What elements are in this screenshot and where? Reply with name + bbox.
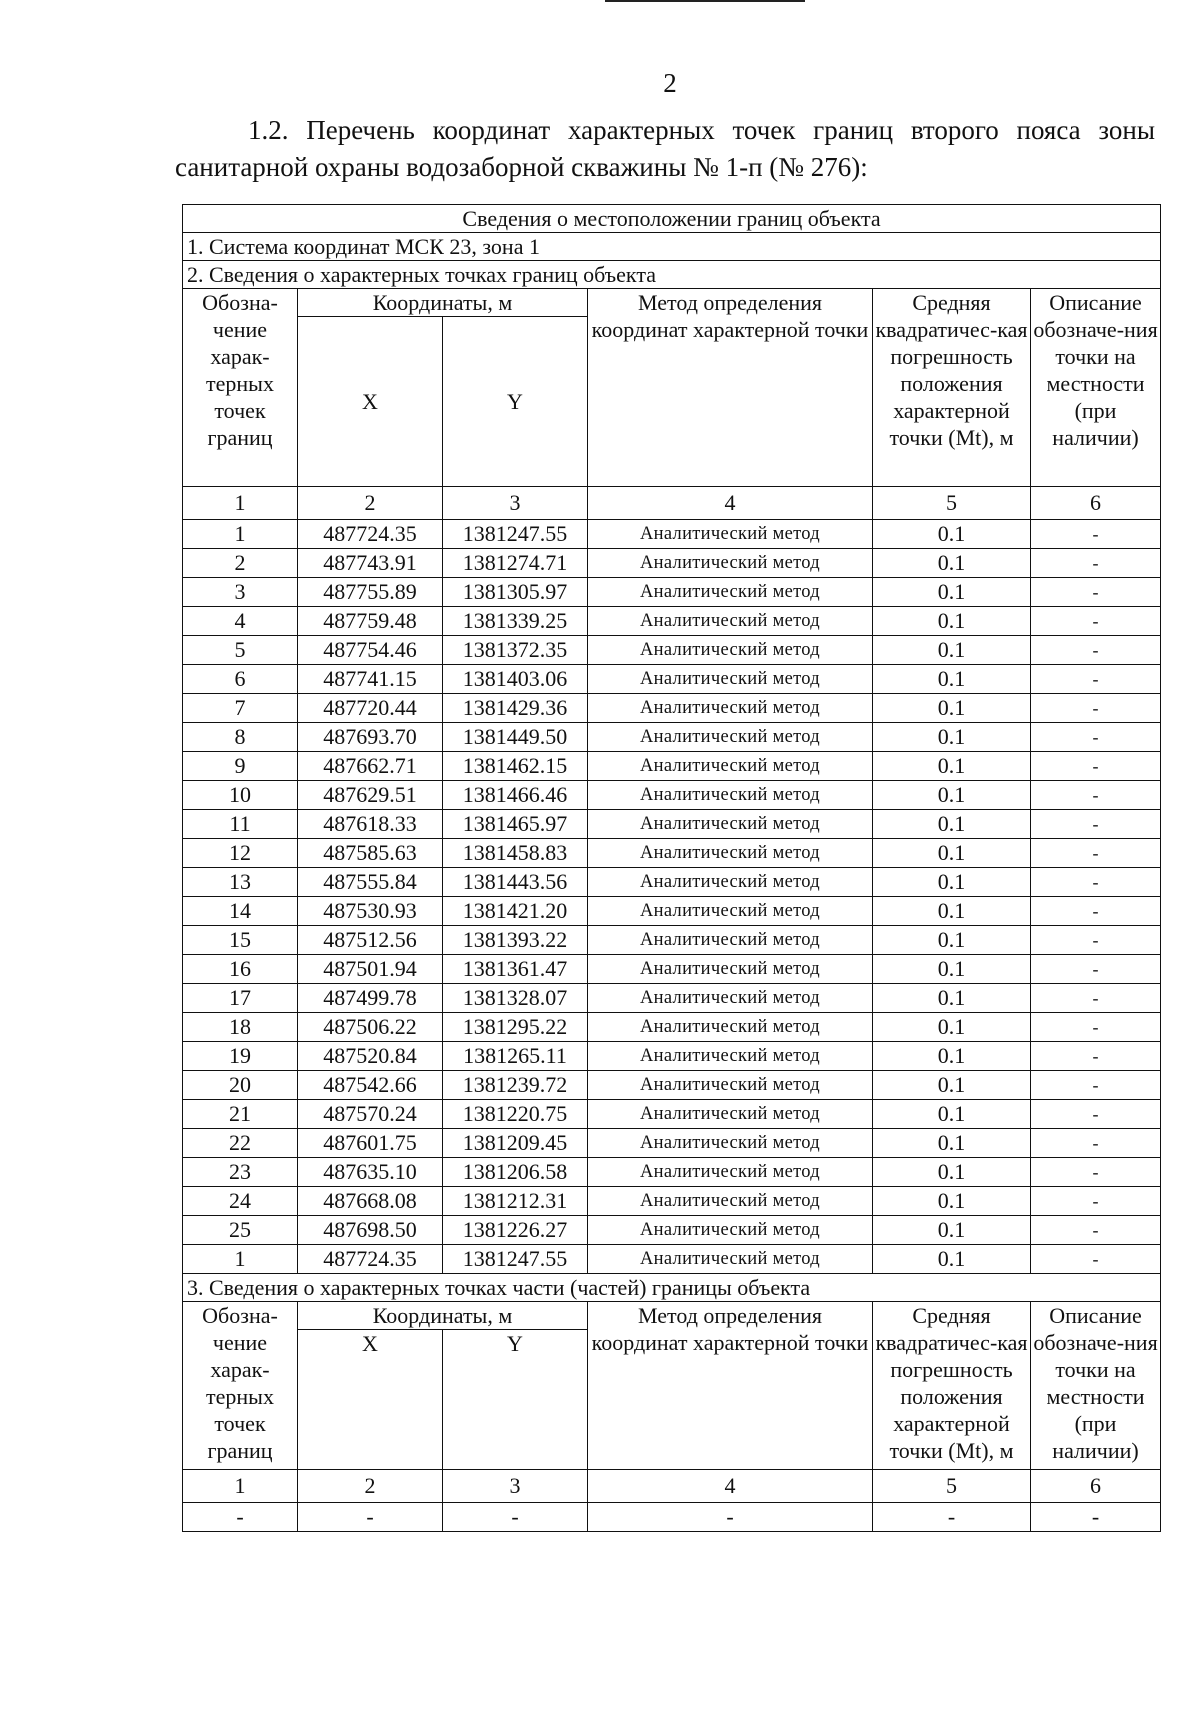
point-y: 1381361.47 (443, 955, 588, 984)
point-description: - (1031, 1042, 1161, 1071)
section-boundary-points: 2. Сведения о характерных точках границ объекта (183, 261, 1161, 289)
point-y: 1381220.75 (443, 1100, 588, 1129)
column-number: 3 (443, 1470, 588, 1503)
point-y: 1381212.31 (443, 1187, 588, 1216)
point-number: 25 (183, 1216, 298, 1245)
point-method: Аналитический метод (588, 1158, 873, 1187)
point-method: Аналитический метод (588, 1129, 873, 1158)
point-method: Аналитический метод (588, 781, 873, 810)
document-heading (175, 112, 1155, 186)
table-row (183, 1158, 1161, 1187)
point-method: Аналитический метод (588, 549, 873, 578)
point-error: 0.1 (873, 578, 1031, 607)
table-row (183, 752, 1161, 781)
point-number: 23 (183, 1158, 298, 1187)
point-error: 0.1 (873, 1216, 1031, 1245)
column-number: 6 (1031, 1470, 1161, 1503)
point-error: 0.1 (873, 839, 1031, 868)
point-method: Аналитический метод (588, 868, 873, 897)
point-method: Аналитический метод (588, 1100, 873, 1129)
part-cell-designation: - (183, 1503, 298, 1532)
point-description: - (1031, 607, 1161, 636)
point-number: 9 (183, 752, 298, 781)
point-x: 487724.35 (298, 520, 443, 549)
point-description: - (1031, 694, 1161, 723)
table-row (183, 723, 1161, 752)
point-x: 487570.24 (298, 1100, 443, 1129)
point-description: - (1031, 520, 1161, 549)
point-method: Аналитический метод (588, 1013, 873, 1042)
table-row (183, 694, 1161, 723)
column-number: 1 (183, 487, 298, 520)
point-number: 16 (183, 955, 298, 984)
point-number: 24 (183, 1187, 298, 1216)
point-method: Аналитический метод (588, 607, 873, 636)
point-method: Аналитический метод (588, 897, 873, 926)
point-method: Аналитический метод (588, 752, 873, 781)
table-row (183, 1129, 1161, 1158)
column-number: 3 (443, 487, 588, 520)
point-number: 10 (183, 781, 298, 810)
point-description: - (1031, 752, 1161, 781)
table-row (183, 868, 1161, 897)
point-description: - (1031, 1216, 1161, 1245)
column-number: 6 (1031, 487, 1161, 520)
point-number: 19 (183, 1042, 298, 1071)
point-description: - (1031, 926, 1161, 955)
point-x: 487759.48 (298, 607, 443, 636)
header-error: Средняя квадратичес-кая погрешность положения характерной точки (Mt), м (873, 289, 1031, 487)
point-error: 0.1 (873, 636, 1031, 665)
page-number: 2 (663, 68, 677, 98)
point-number: 21 (183, 1100, 298, 1129)
table-row (183, 520, 1161, 549)
point-number: 18 (183, 1013, 298, 1042)
point-y: 1381209.45 (443, 1129, 588, 1158)
header-description: Описание обозначе-ния точки на местности (при наличии) (1031, 1302, 1161, 1470)
table-title: Сведения о местоположении границ объекта (183, 205, 1161, 233)
point-x: 487741.15 (298, 665, 443, 694)
point-x: 487601.75 (298, 1129, 443, 1158)
table-row (183, 1042, 1161, 1071)
point-description: - (1031, 578, 1161, 607)
point-error: 0.1 (873, 1187, 1031, 1216)
point-description: - (1031, 1100, 1161, 1129)
table-row (183, 665, 1161, 694)
part-cell-x: - (298, 1503, 443, 1532)
point-error: 0.1 (873, 1158, 1031, 1187)
part-cell-method: - (588, 1503, 873, 1532)
point-y: 1381247.55 (443, 1245, 588, 1274)
section-coordinate-system: 1. Система координат МСК 23, зона 1 (183, 233, 1161, 261)
point-error: 0.1 (873, 926, 1031, 955)
point-number: 11 (183, 810, 298, 839)
point-description: - (1031, 839, 1161, 868)
point-method: Аналитический метод (588, 955, 873, 984)
point-description: - (1031, 1013, 1161, 1042)
table-row (183, 897, 1161, 926)
point-x: 487754.46 (298, 636, 443, 665)
point-description: - (1031, 955, 1161, 984)
point-y: 1381403.06 (443, 665, 588, 694)
part-cell-description: - (1031, 1503, 1161, 1532)
point-number: 2 (183, 549, 298, 578)
point-y: 1381458.83 (443, 839, 588, 868)
point-number: 20 (183, 1071, 298, 1100)
point-number: 6 (183, 665, 298, 694)
column-number: 5 (873, 1470, 1031, 1503)
point-x: 487585.63 (298, 839, 443, 868)
point-error: 0.1 (873, 955, 1031, 984)
point-y: 1381443.56 (443, 868, 588, 897)
header-y: Y (443, 1330, 588, 1470)
point-number: 14 (183, 897, 298, 926)
column-number: 4 (588, 1470, 873, 1503)
point-error: 0.1 (873, 897, 1031, 926)
point-x: 487499.78 (298, 984, 443, 1013)
point-y: 1381465.97 (443, 810, 588, 839)
column-number: 4 (588, 487, 873, 520)
table-row (183, 1071, 1161, 1100)
point-y: 1381328.07 (443, 984, 588, 1013)
point-method: Аналитический метод (588, 926, 873, 955)
heading-line-2: санитарной охраны водозаборной скважины № 1-п (№ 276): (175, 152, 868, 182)
point-description: - (1031, 636, 1161, 665)
part-cell-y: - (443, 1503, 588, 1532)
point-number: 3 (183, 578, 298, 607)
coordinates-table (182, 204, 1161, 1532)
table-row (183, 926, 1161, 955)
header-designation: Обозна-чение харак-терных точек границ (183, 1302, 298, 1470)
point-x: 487530.93 (298, 897, 443, 926)
section-part-boundary-points: 3. Сведения о характерных точках части (частей) границы объекта (183, 1274, 1161, 1302)
point-error: 0.1 (873, 723, 1031, 752)
point-number: 5 (183, 636, 298, 665)
point-x: 487755.89 (298, 578, 443, 607)
point-x: 487698.50 (298, 1216, 443, 1245)
point-number: 4 (183, 607, 298, 636)
table-row (183, 1187, 1161, 1216)
point-number: 13 (183, 868, 298, 897)
point-y: 1381421.20 (443, 897, 588, 926)
point-description: - (1031, 1245, 1161, 1274)
point-number: 22 (183, 1129, 298, 1158)
point-number: 1 (183, 520, 298, 549)
header-y: Y (443, 317, 588, 487)
point-number: 17 (183, 984, 298, 1013)
heading-line-1: 1.2. Перечень координат характерных точек границ второго пояса зоны (248, 115, 1155, 145)
point-y: 1381305.97 (443, 578, 588, 607)
point-method: Аналитический метод (588, 1216, 873, 1245)
point-y: 1381462.15 (443, 752, 588, 781)
point-error: 0.1 (873, 984, 1031, 1013)
point-y: 1381339.25 (443, 607, 588, 636)
top-rule (605, 0, 805, 2)
coordinates-table-wrapper (182, 204, 1161, 1532)
header-method: Метод определения координат характерной точки (588, 1302, 873, 1470)
point-y: 1381265.11 (443, 1042, 588, 1071)
point-method: Аналитический метод (588, 723, 873, 752)
point-y: 1381206.58 (443, 1158, 588, 1187)
point-number: 1 (183, 1245, 298, 1274)
part-cell-error: - (873, 1503, 1031, 1532)
point-x: 487720.44 (298, 694, 443, 723)
point-y: 1381239.72 (443, 1071, 588, 1100)
point-method: Аналитический метод (588, 1071, 873, 1100)
point-error: 0.1 (873, 1245, 1031, 1274)
point-x: 487555.84 (298, 868, 443, 897)
point-x: 487724.35 (298, 1245, 443, 1274)
table-row (183, 1100, 1161, 1129)
point-x: 487743.91 (298, 549, 443, 578)
point-y: 1381393.22 (443, 926, 588, 955)
column-number: 2 (298, 487, 443, 520)
point-y: 1381372.35 (443, 636, 588, 665)
point-method: Аналитический метод (588, 1245, 873, 1274)
point-y: 1381429.36 (443, 694, 588, 723)
point-y: 1381295.22 (443, 1013, 588, 1042)
point-error: 0.1 (873, 1071, 1031, 1100)
point-y: 1381274.71 (443, 549, 588, 578)
point-error: 0.1 (873, 781, 1031, 810)
point-number: 7 (183, 694, 298, 723)
point-description: - (1031, 723, 1161, 752)
point-number: 12 (183, 839, 298, 868)
point-description: - (1031, 1071, 1161, 1100)
column-number: 1 (183, 1470, 298, 1503)
point-error: 0.1 (873, 868, 1031, 897)
table-row (183, 1245, 1161, 1274)
point-x: 487629.51 (298, 781, 443, 810)
point-error: 0.1 (873, 1100, 1031, 1129)
point-method: Аналитический метод (588, 636, 873, 665)
point-number: 15 (183, 926, 298, 955)
point-error: 0.1 (873, 1042, 1031, 1071)
header-method: Метод определения координат характерной точки (588, 289, 873, 487)
point-description: - (1031, 897, 1161, 926)
table-row (183, 839, 1161, 868)
point-method: Аналитический метод (588, 810, 873, 839)
point-method: Аналитический метод (588, 665, 873, 694)
point-y: 1381226.27 (443, 1216, 588, 1245)
point-method: Аналитический метод (588, 1187, 873, 1216)
point-method: Аналитический метод (588, 984, 873, 1013)
point-method: Аналитический метод (588, 1042, 873, 1071)
table-row (183, 984, 1161, 1013)
point-description: - (1031, 665, 1161, 694)
point-description: - (1031, 1158, 1161, 1187)
point-method: Аналитический метод (588, 694, 873, 723)
point-error: 0.1 (873, 607, 1031, 636)
table-row (183, 636, 1161, 665)
point-x: 487635.10 (298, 1158, 443, 1187)
point-error: 0.1 (873, 549, 1031, 578)
point-y: 1381449.50 (443, 723, 588, 752)
header-designation: Обозна-чение харак-терных точек границ (183, 289, 298, 487)
table-row (183, 578, 1161, 607)
point-description: - (1031, 549, 1161, 578)
point-x: 487668.08 (298, 1187, 443, 1216)
point-error: 0.1 (873, 1129, 1031, 1158)
point-description: - (1031, 1129, 1161, 1158)
table-row (183, 1216, 1161, 1245)
point-x: 487618.33 (298, 810, 443, 839)
point-x: 487512.56 (298, 926, 443, 955)
point-x: 487542.66 (298, 1071, 443, 1100)
table-row (183, 810, 1161, 839)
table-row (183, 607, 1161, 636)
table-row (183, 549, 1161, 578)
point-error: 0.1 (873, 665, 1031, 694)
point-error: 0.1 (873, 810, 1031, 839)
point-method: Аналитический метод (588, 578, 873, 607)
point-x: 487693.70 (298, 723, 443, 752)
point-x: 487662.71 (298, 752, 443, 781)
point-description: - (1031, 810, 1161, 839)
point-method: Аналитический метод (588, 839, 873, 868)
point-error: 0.1 (873, 520, 1031, 549)
column-number: 5 (873, 487, 1031, 520)
point-y: 1381466.46 (443, 781, 588, 810)
point-number: 8 (183, 723, 298, 752)
header-coordinates: Координаты, м (298, 289, 588, 317)
point-x: 487501.94 (298, 955, 443, 984)
point-description: - (1031, 1187, 1161, 1216)
point-x: 487520.84 (298, 1042, 443, 1071)
header-x: X (298, 317, 443, 487)
table-row (183, 1013, 1161, 1042)
point-description: - (1031, 984, 1161, 1013)
point-error: 0.1 (873, 1013, 1031, 1042)
point-description: - (1031, 868, 1161, 897)
header-error: Средняя квадратичес-кая погрешность положения характерной точки (Mt), м (873, 1302, 1031, 1470)
table-row (183, 955, 1161, 984)
column-number: 2 (298, 1470, 443, 1503)
header-description: Описание обозначе-ния точки на местности (при наличии) (1031, 289, 1161, 487)
header-coordinates: Координаты, м (298, 1302, 588, 1330)
point-description: - (1031, 781, 1161, 810)
point-x: 487506.22 (298, 1013, 443, 1042)
point-error: 0.1 (873, 694, 1031, 723)
header-x: X (298, 1330, 443, 1470)
point-y: 1381247.55 (443, 520, 588, 549)
table-row (183, 781, 1161, 810)
point-error: 0.1 (873, 752, 1031, 781)
point-method: Аналитический метод (588, 520, 873, 549)
